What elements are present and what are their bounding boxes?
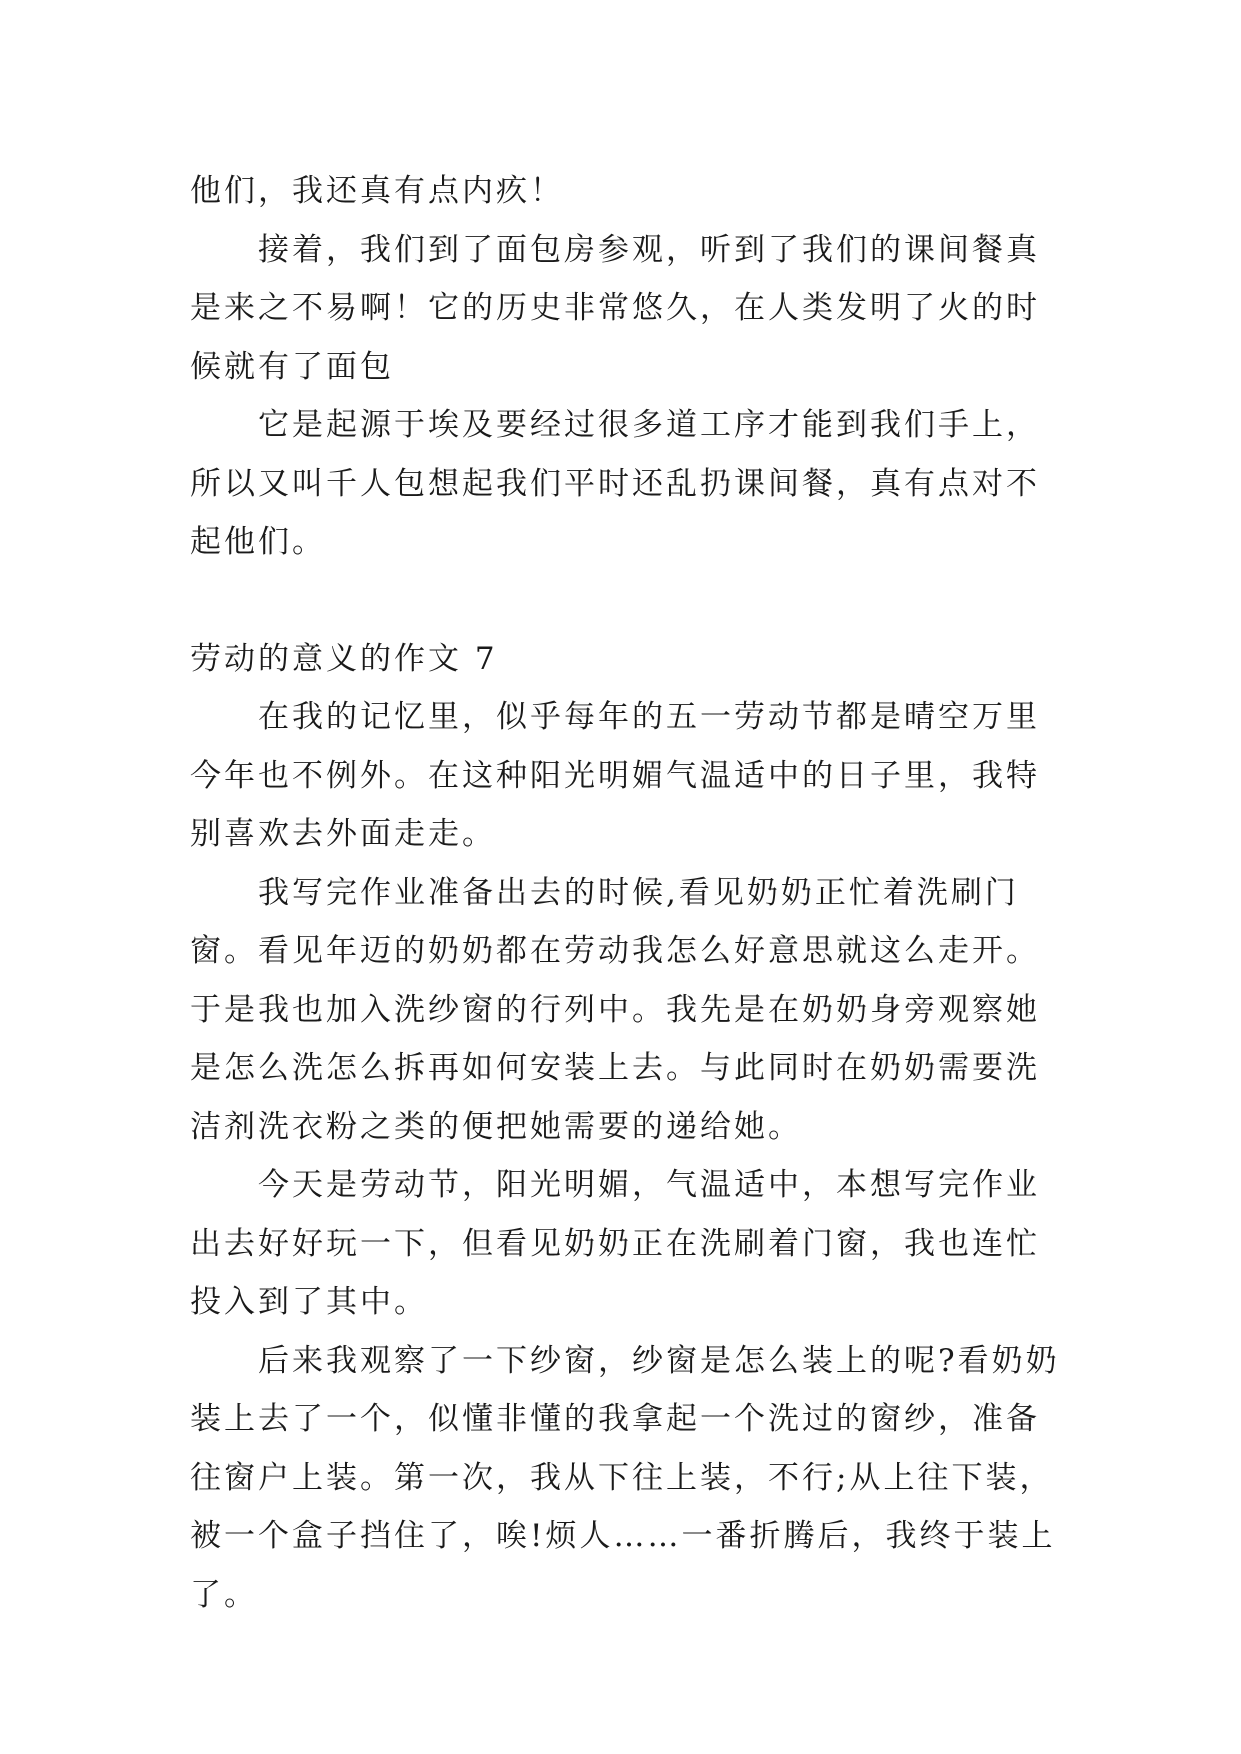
paragraph-labor-day: 今天是劳动节，阳光明媚，气温适中，本想写完作业出去好好玩一下，但看见奶奶正在洗刷着门窗，我也连忙投入到了其中。: [190, 1167, 1040, 1320]
paragraph-bread-origin: 它是起源于埃及要经过很多道工序才能到我们手上，所以又叫千人包想起我们平时还乱扔课间餐，真有点对不起他们。: [190, 407, 1040, 560]
paragraph-grandma-cleaning: 我写完作业准备出去的时候,看见奶奶正忙着洗刷门窗。看见年迈的奶奶都在劳动我怎么好意思就这么走开。于是我也加入洗纱窗的行列中。我先是在奶奶身旁观察她是怎么洗怎么拆再如何安装上去。与此同时在奶奶需要洗洁剂洗衣粉之类的便把她需要的递给她。: [190, 874, 1040, 1145]
essay-heading: 劳动的意义的作文 7: [190, 640, 498, 677]
paragraph-memory: 在我的记忆里，似乎每年的五一劳动节都是晴空万里今年也不例外。在这种阳光明媚气温适中的日子里，我特别喜欢去外面走走。: [190, 699, 1040, 852]
paragraph-screen-install: 后来我观察了一下纱窗，纱窗是怎么装上的呢?看奶奶装上去了一个，似懂非懂的我拿起一个洗过的窗纱，准备往窗户上装。第一次，我从下往上装，不行;从上往下装，被一个盒子挡住了，唉!烦人……一番折腾后，我终于装上了。: [190, 1342, 1060, 1613]
continuation-paragraph: 他们，我还真有点内疚！: [190, 173, 564, 209]
paragraph-bakery-visit: 接着，我们到了面包房参观，听到了我们的课间餐真是来之不易啊！它的历史非常悠久，在人类发明了火的时候就有了面包: [190, 231, 1040, 385]
section-spacer: [190, 572, 1070, 630]
document-body: [190, 162, 1070, 1624]
